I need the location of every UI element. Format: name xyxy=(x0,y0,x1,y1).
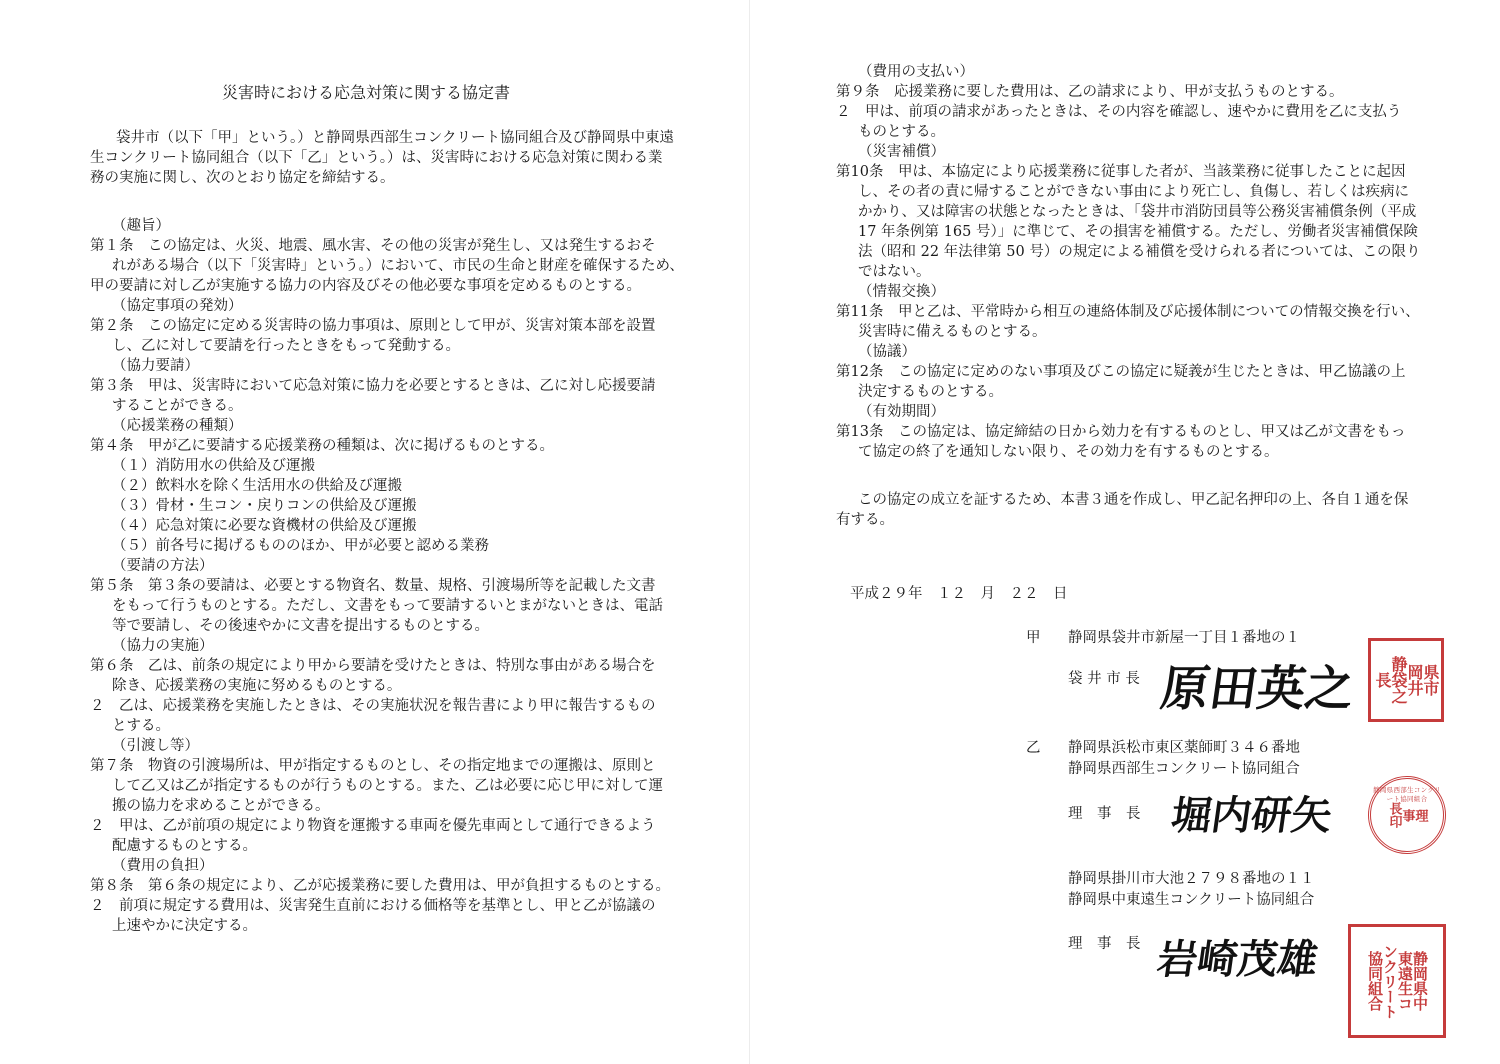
right-page-text-line: 法（昭和 22 年法律第 50 号）の規定による補償を受けられる者については、この限り xyxy=(858,244,1421,260)
party-a-seal-col-3: 静袋之 xyxy=(1389,656,1408,704)
left-page-text-line: 除き、応援業務の実施に努めるものとする。 xyxy=(112,678,402,694)
party-b-seal-col-3: 長印 xyxy=(1386,802,1402,828)
left-page-text-line: 務の実施に関し、次のとおり協定を締結する。 xyxy=(90,170,395,186)
left-page-text-line: 甲の要請に対し乙が実施する協力の内容及びその他必要な事項を定めるものとする。 xyxy=(90,278,641,294)
left-page-text-line: をもって行うものとする。ただし、文書をもって要請するいとまがないときは、電話 xyxy=(112,598,663,614)
party-a-seal-col-1: 県市 xyxy=(1421,664,1440,696)
left-page-text-line: 第８条 第６条の規定により、乙が応援業務に要した費用は、甲が負担するものとする。 xyxy=(90,878,670,894)
left-page-text-line: 配慮するものとする。 xyxy=(112,838,257,854)
party-b-signature: 堀内研矢 xyxy=(1168,793,1335,839)
right-page-text-line: （情報交換） xyxy=(858,284,945,300)
right-page-text-line: （費用の支払い） xyxy=(858,64,974,80)
party-c-title: 理 事 長 xyxy=(1068,936,1141,952)
right-page-text-line: 決定するものとする。 xyxy=(858,384,1003,400)
right-page-text-line: この協定の成立を証するため、本書３通を作成し、甲乙記名押印の上、各自１通を保 xyxy=(858,492,1409,508)
document-title: 災害時における応急対策に関する協定書 xyxy=(222,83,511,102)
party-a-signature: 原田英之 xyxy=(1157,661,1358,717)
left-page-text-line: （１）消防用水の供給及び運搬 xyxy=(112,458,315,474)
left-page-text-line: （協力要請） xyxy=(112,358,199,374)
right-page-text-line: 第13条 この協定は、協定締結の日から効力を有するものとし、甲又は乙が文書をもっ xyxy=(836,424,1406,440)
left-page-text-line: （２）飲料水を除く生活用水の供給及び運搬 xyxy=(112,478,402,494)
party-b-seal xyxy=(1368,776,1446,854)
left-page-text-line: 搬の協力を求めることができる。 xyxy=(112,798,330,814)
party-b-seal-col-2: 事 xyxy=(1399,808,1415,822)
left-page-text-line: （協定事項の発効） xyxy=(112,298,243,314)
party-c-address: 静岡県掛川市大池２７９８番地の１１ xyxy=(1068,871,1315,887)
party-b-seal-col-1: 理 xyxy=(1412,808,1428,822)
party-a-seal xyxy=(1368,638,1444,722)
page-divider xyxy=(749,0,750,1064)
right-page-text-line: 有する。 xyxy=(836,512,894,528)
party-c-seal-col-1: 静岡県中 xyxy=(1411,951,1429,1011)
party-a-seal-col-2: 岡井 xyxy=(1405,664,1424,696)
party-c-org: 静岡県中東遠生コンクリート協同組合 xyxy=(1068,892,1315,908)
left-page-text-line: 第２条 この協定に定める災害時の協力事項は、原則として甲が、災害対策本部を設置 xyxy=(90,318,656,334)
right-page-text-line: （有効期間） xyxy=(858,404,945,420)
party-b-seal-ring: 静岡県西部生コンクリート協同組合 xyxy=(1373,786,1441,803)
party-a-title: 袋 井 市 長 xyxy=(1068,671,1140,687)
right-page-text-line: ２ 甲は、前項の請求があったときは、その内容を確認し、速やかに費用を乙に支払う xyxy=(836,104,1402,120)
left-page-text-line: することができる。 xyxy=(112,398,243,414)
left-page-text-line: （費用の負担） xyxy=(112,858,214,874)
left-page-text-line: 第１条 この協定は、火災、地震、風水害、その他の災害が発生し、又は発生するおそ xyxy=(90,238,656,254)
right-page-text-line: 災害時に備えるものとする。 xyxy=(858,324,1047,340)
left-page-text-line: （協力の実施） xyxy=(112,638,214,654)
left-page-text-line: 生コンクリート協同組合（以下「乙」という。）は、災害時における応急対策に関わる業 xyxy=(90,150,663,166)
agreement-date: 平成２９年 １２ 月 ２２ 日 xyxy=(850,586,1068,602)
right-page-text-line: 第９条 応援業務に要した費用は、乙の請求により、甲が支払うものとする。 xyxy=(836,84,1344,100)
left-page-text-line: 第５条 第３条の要請は、必要とする物資名、数量、規格、引渡場所等を記載した文書 xyxy=(90,578,656,594)
right-page-text-line: （災害補償） xyxy=(858,144,945,160)
party-a-seal-col-4: 長 xyxy=(1373,672,1392,688)
left-page-text-line: 袋井市（以下「甲」という。）と静岡県西部生コンクリート協同組合及び静岡県中東遠 xyxy=(116,130,674,146)
party-c-seal-col-2: 東遠生コ xyxy=(1396,951,1414,1011)
party-a-address: 静岡県袋井市新屋一丁目１番地の１ xyxy=(1068,630,1300,646)
left-page-text-line: とする。 xyxy=(112,718,170,734)
left-page-text-line: ２ 前項に規定する費用は、災害発生直前における価格等を基準とし、甲と乙が協議の xyxy=(90,898,656,914)
right-page-text-line: 第10条 甲は、本協定により応援業務に従事した者が、当該業務に従事したことに起因 xyxy=(836,164,1406,180)
left-page-text-line: 第３条 甲は、災害時において応急対策に協力を必要とするときは、乙に対し応援要請 xyxy=(90,378,656,394)
party-c-signature: 岩崎茂雄 xyxy=(1154,937,1321,983)
left-page-text-line: ２ 乙は、応援業務を実施したときは、その実施状況を報告書により甲に報告するもの xyxy=(90,698,656,714)
left-page-text-line: 第６条 乙は、前条の規定により甲から要請を受けたときは、特別な事由がある場合を xyxy=(90,658,656,674)
left-page-text-line: （応援業務の種類） xyxy=(112,418,243,434)
left-page-text-line: （３）骨材・生コン・戻りコンの供給及び運搬 xyxy=(112,498,417,514)
party-c-seal-col-4: 協同組合 xyxy=(1366,951,1384,1011)
party-c-seal xyxy=(1348,924,1446,1038)
left-page-text-line: れがある場合（以下「災害時」という。）において、市民の生命と財産を確保するため、 xyxy=(112,258,684,274)
left-page-text-line: ２ 甲は、乙が前項の規定により物資を運搬する車両を優先車両として通行できるよう xyxy=(90,818,656,834)
party-b-title: 理 事 長 xyxy=(1068,806,1141,822)
left-page-text-line: （５）前各号に掲げるもののほか、甲が必要と認める業務 xyxy=(112,538,489,554)
left-page-text-line: 等で要請し、その後速やかに文書を提出するものとする。 xyxy=(112,618,489,634)
party-c-seal-col-3: ンクリート xyxy=(1381,943,1399,1019)
party-b-org: 静岡県西部生コンクリート協同組合 xyxy=(1068,761,1300,777)
left-page-text-line: して乙又は乙が指定するものが行うものとする。また、乙は必要に応じ甲に対して運 xyxy=(112,778,663,794)
right-page-text-line: かかり、又は障害の状態となったときは、「袋井市消防団員等公務災害補償条例（平成 xyxy=(858,204,1417,220)
left-page-text-line: （要請の方法） xyxy=(112,558,214,574)
left-page-text-line: 第７条 物資の引渡場所は、甲が指定するものとし、その指定地までの運搬は、原則と xyxy=(90,758,656,774)
left-page-text-line: 上速やかに決定する。 xyxy=(112,918,257,934)
party-b-address: 静岡県浜松市東区薬師町３４６番地 xyxy=(1068,740,1300,756)
left-page-text-line: （趣旨） xyxy=(112,218,170,234)
right-page-text-line: て協定の終了を通知しない限り、その効力を有するものとする。 xyxy=(858,444,1279,460)
party-a-mark: 甲 xyxy=(1026,630,1041,646)
right-page-text-line: 第12条 この協定に定めのない事項及びこの協定に疑義が生じたときは、甲乙協議の上 xyxy=(836,364,1406,380)
left-page-text-line: し、乙に対して要請を行ったときをもって発動する。 xyxy=(112,338,460,354)
party-b-mark: 乙 xyxy=(1026,740,1041,756)
right-page-text-line: 17 年条例第 165 号）」に準じて、その損害を補償する。ただし、労働者災害補償保険 xyxy=(858,224,1418,240)
right-page-text-line: （協議） xyxy=(858,344,916,360)
right-page-text-line: ではない。 xyxy=(858,264,931,280)
right-page-text-line: し、その者の責に帰することができない事由により死亡し、負傷し、若しくは疾病に xyxy=(858,184,1409,200)
right-page-text-line: ものとする。 xyxy=(858,124,945,140)
right-page-text-line: 第11条 甲と乙は、平常時から相互の連絡体制及び応援体制についての情報交換を行い、 xyxy=(836,304,1420,320)
left-page-text-line: （引渡し等） xyxy=(112,738,199,754)
left-page-text-line: （４）応急対策に必要な資機材の供給及び運搬 xyxy=(112,518,417,534)
left-page-text-line: 第４条 甲が乙に要請する応援業務の種類は、次に掲げるものとする。 xyxy=(90,438,554,454)
